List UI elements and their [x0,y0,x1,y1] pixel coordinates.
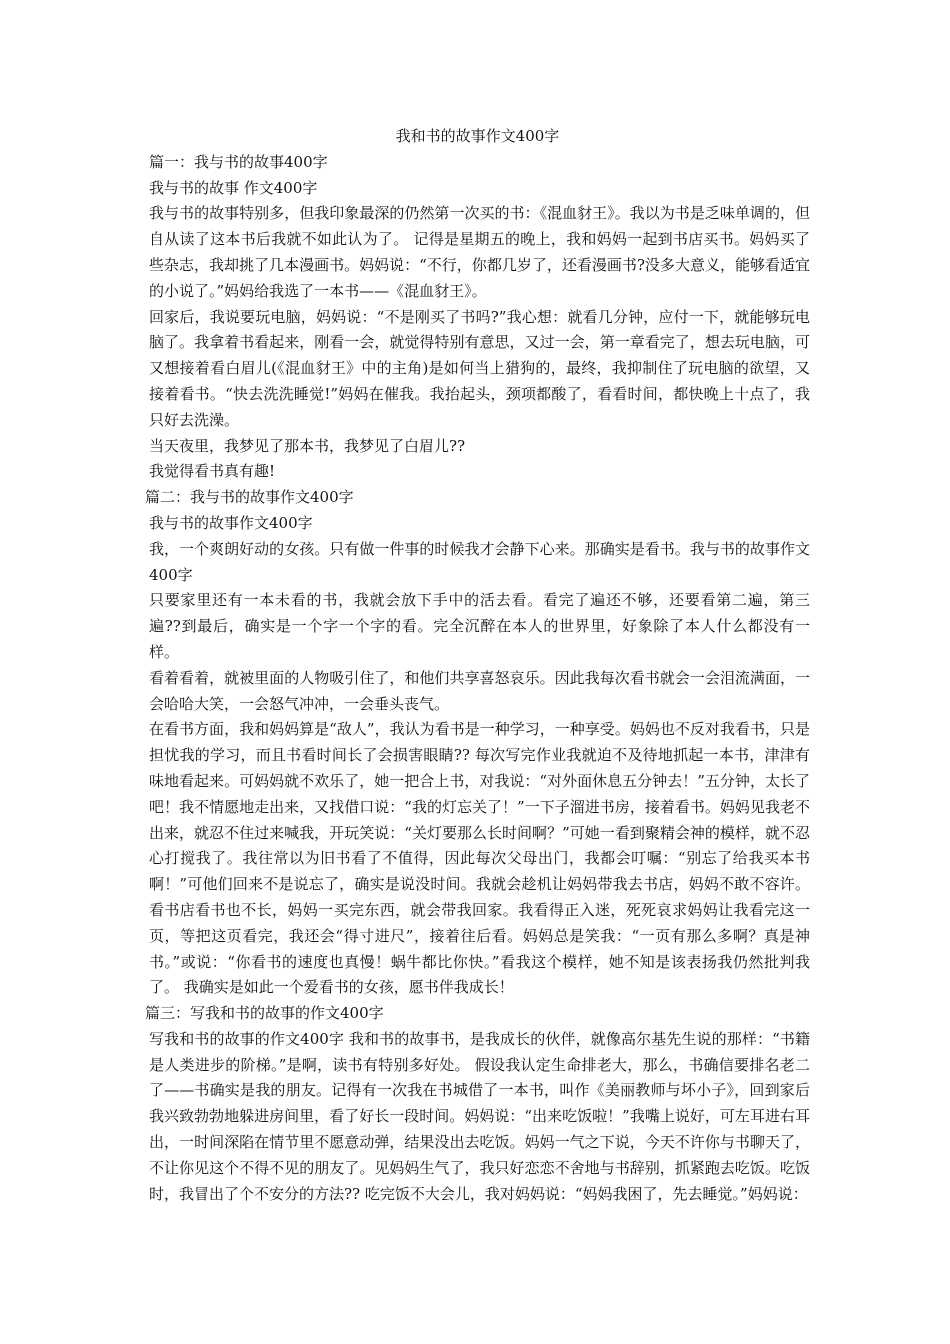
document-body [145,150,810,1208]
paragraph: 我与书的故事特别多，但我印象最深的仍然第一次买的书：《混血豺王》。我以为书是乏味单调的，但自从读了这本书后我就不如此认为了。 记得是星期五的晚上，我和妈妈一起到书店买书。妈妈买了些杂志，我却挑了几本漫画书。妈妈说：“不行，你都几岁了，还看漫画书?没多大意义，能够看适宜的小说了。”妈妈给我选了一本书——《混血豺王》。 [149,204,810,300]
text-line: 我与书的故事 作文400字 [149,178,318,197]
paragraph: 只要家里还有一本未看的书，我就会放下手中的活去看。看完了遍还不够，还要看第二遍，第三遍??到最后，确实是一个字一个字的看。完全沉醉在本人的世界里，好象除了本人什么都没有一样。 [149,591,810,661]
paragraph: 在看书方面，我和妈妈算是“敌人”，我认为看书是一种学习，一种享受。妈妈也不反对我看书，只是担忧我的学习，而且书看时间长了会损害眼睛?? 每次写完作业我就迫不及待地抓起一本书，津津有味地看起来。可妈妈就不欢乐了，她一把合上书，对我说：“对外面休息五分钟去！”五分钟，太长了吧！我不情愿地走出来，又找借口说：“我的灯忘关了！”一下子溜进书房，接着看书。妈妈见我老不出来，就忍不住过来喊我，开玩笑说：“关灯要那么长时间啊？”可她一看到聚精会神的模样，就不忍心打搅我了。我往常以为旧书看了不值得，因此每次父母出门，我都会叮嘱：“别忘了给我买本书啊！”可他们回来不是说忘了，确实是说没时间。我就会趁机让妈妈带我去书店，妈妈不敢不容许。看书店看书也不长，妈妈一买完东西，就会带我回家。我看得正入迷，死死哀求妈妈让我看完这一页，等把这页看完，我还会“得寸进尺”，接着往后看。妈妈总是笑我：“一页有那么多啊？真是神书。”或说：“你看书的速度也真慢！蜗牛都比你快。”看我这个模样，她不知是该表扬我仍然批判我了。 我确实是如此一个爱看书的女孩，愿书伴我成长！ [149,720,810,997]
document-title: 我和书的故事作文400字 [395,127,560,145]
paragraph: 回家后，我说要玩电脑，妈妈说：“不是刚买了书吗?”我心想：就看几分钟，应付一下，就能够玩电脑了。我拿着书看起来，刚看一会，就觉得特别有意思，又过一会，第一章看完了，想去玩电脑，可又想接着看白眉儿(《混血豺王》中的主角)是如何当上猎狗的，最终，我抑制住了玩电脑的欲望，又接着看书。“快去洗洗睡觉!”妈妈在催我。我抬起头，颈项都酸了，看看时间，都快晚上十点了，我只好去洗澡。 [149,307,810,429]
text-line: 篇三：写我和书的故事的作文400字 [145,1004,384,1023]
text-line: 篇一：我与书的故事400字 [149,152,328,171]
paragraph: 我，一个爽朗好动的女孩。只有做一件事的时候我才会静下心来。那确实是看书。我与书的故事作文400字 [149,539,810,584]
text-line: 我与书的故事作文400字 [149,513,313,532]
document-page [145,124,810,1207]
paragraph: 写我和书的故事的作文400字 我和书的故事书，是我成长的伙伴，就像高尔基先生说的那样：“书籍是人类进步的阶梯。”是啊，读书有特别多好处。 假设我认定生命排老大，那么，书确信要排名老二了——书确实是我的朋友。记得有一次我在书城借了一本书，叫作《美丽教师与坏小子》，回到家后我兴致勃勃地躲进房间里，看了好长一段时间。妈妈说：“出来吃饭啦！”我嘴上说好，可左耳进右耳出，一时间深陷在情节里不愿意动弹，结果没出去吃饭。妈妈一气之下说，今天不许你与书聊天了，不让你见这个不得不见的朋友了。见妈妈生气了，我只好恋恋不舍地与书辞别，抓紧跑去吃饭。吃饭时，我冒出了个不安分的方法?? 吃完饭不大会儿，我对妈妈说：“妈妈我困了，先去睡觉。”妈妈说： [149,1029,810,1203]
text-line: 当天夜里，我梦见了那本书，我梦见了白眉儿?? [149,436,466,455]
text-line: 我觉得看书真有趣! [149,462,276,481]
text-line: 篇二：我与书的故事作文400字 [145,488,354,507]
paragraph: 看着看着，就被里面的人物吸引住了，和他们共享喜怒哀乐。因此我每次看书就会一会泪流满面，一会哈哈大笑，一会怒气冲冲，一会垂头丧气。 [149,668,810,713]
